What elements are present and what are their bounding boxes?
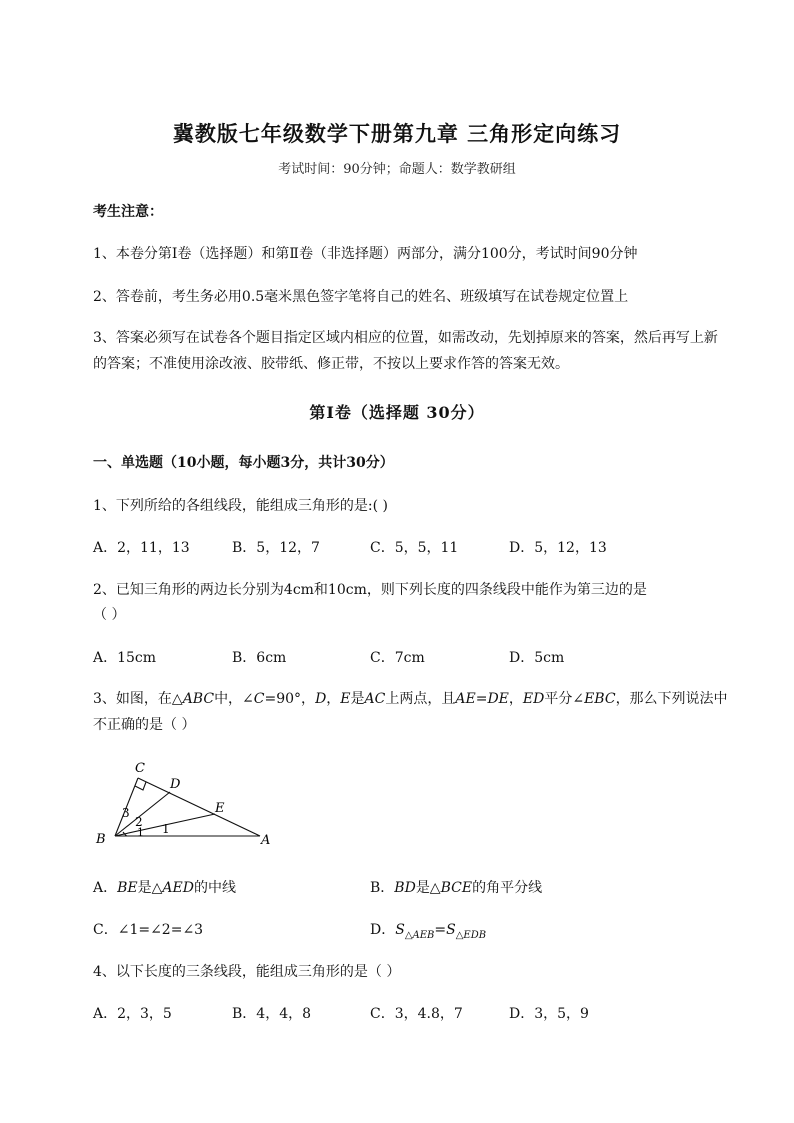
angle-label-2: 2	[135, 815, 143, 829]
triangle-figure	[90, 752, 280, 850]
notice-item: 2、答卷前，考生务必用0.5毫米黑色签字笔将自己的姓名、班级填写在试卷规定位置上	[93, 289, 629, 305]
question-2-stem: 2、已知三角形的两边长分别为4cm和10cm，则下列长度的四条线段中能作为第三边的是	[93, 582, 647, 598]
question-2-option-a: A．15cm	[93, 650, 157, 666]
question-1-option-d: D．5，12，13	[509, 540, 607, 556]
angle-label-1a: 1	[137, 826, 144, 839]
question-1-option-b: B．5，12，7	[232, 540, 320, 556]
question-3-option-a: A．BE是△AED的中线	[93, 880, 236, 896]
question-3-option-c: C．∠1=∠2=∠3	[93, 922, 204, 938]
notice-item: 的答案；不准使用涂改液、胶带纸、修正带，不按以上要求作答的答案无效。	[93, 356, 569, 372]
angle-label-1b: 1	[162, 822, 170, 836]
notice-item: 1、本卷分第I卷（选择题）和第Ⅱ卷（非选择题）两部分，满分100分，考试时间90分钟	[93, 246, 638, 262]
label-c: C	[135, 761, 145, 776]
right-angle-mark	[135, 782, 146, 790]
question-3-stem-line2: 不正确的是（ ）	[93, 717, 196, 733]
question-3-stem: 3、如图，在△ABC中，∠C=90°，D，E是AC上两点，且AE=DE，ED平分∠EBC，那么下列说法中	[93, 691, 728, 707]
label-b: B	[96, 832, 106, 847]
label-a: A	[261, 833, 271, 848]
section-subtitle: 一、单选题（10小题，每小题3分，共计30分）	[93, 455, 394, 471]
section-title: 第I卷（选择题 30分）	[309, 403, 485, 422]
label-e: E	[215, 801, 225, 816]
question-4-option-a: A．2，3，5	[93, 1006, 172, 1022]
question-4-option-c: C．3，4.8，7	[370, 1006, 463, 1022]
notice-item: 3、答案必须写在试卷各个题目指定区域内相应的位置，如需改动，先划掉原来的答案，然后再写上新	[93, 330, 718, 346]
page-title: 冀教版七年级数学下册第九章 三角形定向练习	[172, 121, 622, 146]
question-4-stem: 4、以下长度的三条线段，能组成三角形的是（ ）	[93, 964, 401, 980]
question-4-option-d: D．3，5，9	[509, 1006, 589, 1022]
question-1-stem: 1、下列所给的各组线段，能组成三角形的是:( )	[93, 498, 388, 514]
exam-meta: 考试时间：90分钟；命题人：数学教研组	[278, 162, 516, 177]
question-2-stem-line2: （ ）	[93, 607, 126, 623]
question-3-option-b: B．BD是△BCE的角平分线	[370, 880, 543, 896]
question-3-option-d: D．$S_{\triangle AEB}=S_{\triangle EDB}$	[370, 922, 487, 941]
question-1-option-a: A．2，11，13	[93, 540, 190, 556]
notice-heading: 考生注意：	[93, 204, 163, 220]
question-2-option-c: C．7cm	[370, 650, 425, 666]
question-1-option-c: C．5，5，11	[370, 540, 459, 556]
label-d: D	[170, 777, 181, 792]
question-4-option-b: B．4，4，8	[232, 1006, 312, 1022]
angle-label-3: 3	[122, 806, 130, 820]
question-2-option-d: D．5cm	[509, 650, 565, 666]
question-2-option-b: B．6cm	[232, 650, 287, 666]
